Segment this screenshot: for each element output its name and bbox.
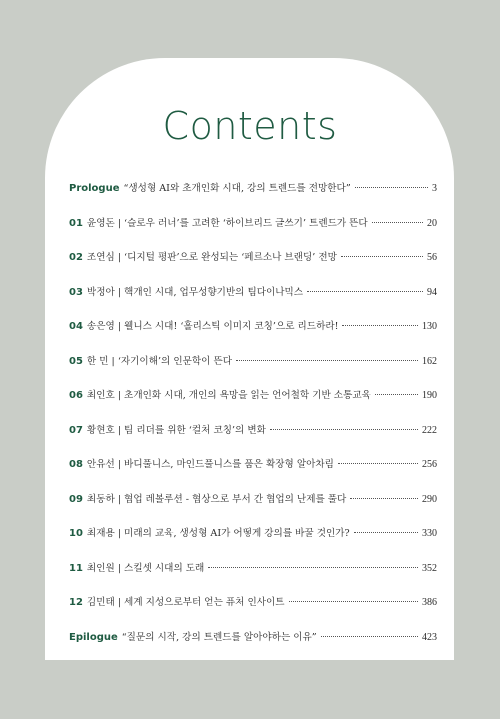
toc-entry-page: 386	[422, 597, 437, 608]
dot-leader	[342, 325, 418, 326]
toc-entry	[69, 284, 437, 319]
toc-entry-title: 최인호 | 초개인화 시대, 개인의 욕망을 읽는 언어철학 기반 소통교육	[86, 390, 371, 401]
dot-leader	[375, 394, 418, 395]
toc-entry-page: 3	[432, 183, 437, 194]
toc-entry-page: 130	[422, 321, 437, 332]
toc-entry	[69, 594, 437, 629]
toc-entry	[69, 560, 437, 595]
toc-entry-number: 08	[69, 459, 83, 470]
toc-entry-page: 423	[422, 631, 437, 643]
toc-entry-title: 한 민 | ‘자기이해’의 인문학이 뜬다	[86, 355, 232, 367]
toc-entry-title: 최동하 | 협업 레볼루션 - 협상으로 부서 간 협업의 난제를 풀다	[86, 493, 347, 505]
toc-entry-page: 290	[422, 493, 437, 505]
toc-entry-page: 190	[422, 390, 437, 401]
toc-entry	[69, 387, 437, 422]
toc-entry-page: 330	[422, 528, 437, 539]
toc-entry-title: “질문의 시작, 강의 트렌드를 알아야하는 이유”	[121, 631, 317, 643]
toc-entry-page: 94	[427, 286, 437, 298]
toc-entry	[69, 249, 437, 284]
toc-entry-page: 20	[427, 217, 437, 229]
toc-entry-title: 조연심 | ‘디지털 평판’으로 완성되는 ‘페르소나 브랜딩’ 전망	[86, 252, 337, 263]
toc-entry-number: 04	[69, 321, 83, 332]
table-of-contents	[69, 180, 437, 663]
toc-entry-title: 윤영돈 | ‘슬로우 러너’를 고려한 ‘하이브리드 글쓰기’ 트렌드가 뜬다	[86, 217, 368, 229]
toc-entry-number: 11	[69, 562, 83, 574]
toc-entry-number: 10	[69, 528, 83, 539]
toc-entry-page: 222	[422, 424, 437, 436]
toc-entry	[69, 180, 437, 215]
dot-leader	[372, 222, 423, 223]
toc-entry-number: 05	[69, 355, 83, 367]
toc-entry-number: 09	[69, 493, 83, 505]
dot-leader	[236, 360, 418, 361]
toc-entry-number: 12	[69, 597, 83, 608]
toc-entry	[69, 318, 437, 353]
toc-entry-page: 256	[422, 459, 437, 470]
toc-entry-number: 07	[69, 424, 83, 436]
dot-leader	[354, 532, 418, 533]
dot-leader	[208, 567, 418, 568]
toc-entry	[69, 422, 437, 457]
dot-leader	[355, 187, 428, 188]
dot-leader	[289, 601, 418, 602]
dot-leader	[338, 463, 418, 464]
dot-leader	[321, 636, 418, 637]
page-title: Contents	[162, 104, 338, 148]
toc-entry	[69, 215, 437, 250]
toc-entry	[69, 525, 437, 560]
toc-entry-number: 06	[69, 390, 83, 401]
toc-entry-number: 03	[69, 286, 83, 298]
toc-entry	[69, 353, 437, 388]
toc-entry-number: Epilogue	[69, 631, 118, 643]
toc-entry-title: “생성형 AI와 초개인화 시대, 강의 트렌드를 전망한다”	[123, 183, 351, 194]
toc-entry-title: 안유선 | 바디풀니스, 마인드풀니스를 품은 확장형 알아차림	[86, 459, 334, 470]
toc-entry-page: 162	[422, 355, 437, 367]
toc-entry-title: 박정아 | 핵개인 시대, 업무성향기반의 팀다이나믹스	[86, 286, 304, 298]
dot-leader	[350, 498, 418, 499]
toc-entry-title: 최인원 | 스킬셋 시대의 도래	[86, 562, 205, 574]
toc-entry-title: 송은영 | 웰니스 시대! ‘홀리스틱 이미지 코칭’으로 리드하라!	[86, 321, 339, 332]
toc-entry-title: 황현호 | 팀 리더를 위한 ‘컬처 코칭’의 변화	[86, 424, 266, 436]
dot-leader	[307, 291, 423, 292]
toc-entry-page: 352	[422, 562, 437, 574]
toc-entry-title: 김민태 | 세계 지성으로부터 얻는 퓨처 인사이트	[86, 597, 285, 608]
toc-entry-page: 56	[427, 252, 437, 263]
toc-entry-number: 02	[69, 252, 83, 263]
dot-leader	[341, 256, 423, 257]
dot-leader	[270, 429, 418, 430]
toc-entry-number: Prologue	[69, 183, 120, 194]
toc-entry	[69, 456, 437, 491]
toc-entry	[69, 491, 437, 526]
toc-entry	[69, 629, 437, 664]
toc-entry-title: 최재용 | 미래의 교육, 생성형 AI가 어떻게 강의를 바꿀 것인가?	[86, 528, 350, 539]
toc-entry-number: 01	[69, 217, 83, 229]
